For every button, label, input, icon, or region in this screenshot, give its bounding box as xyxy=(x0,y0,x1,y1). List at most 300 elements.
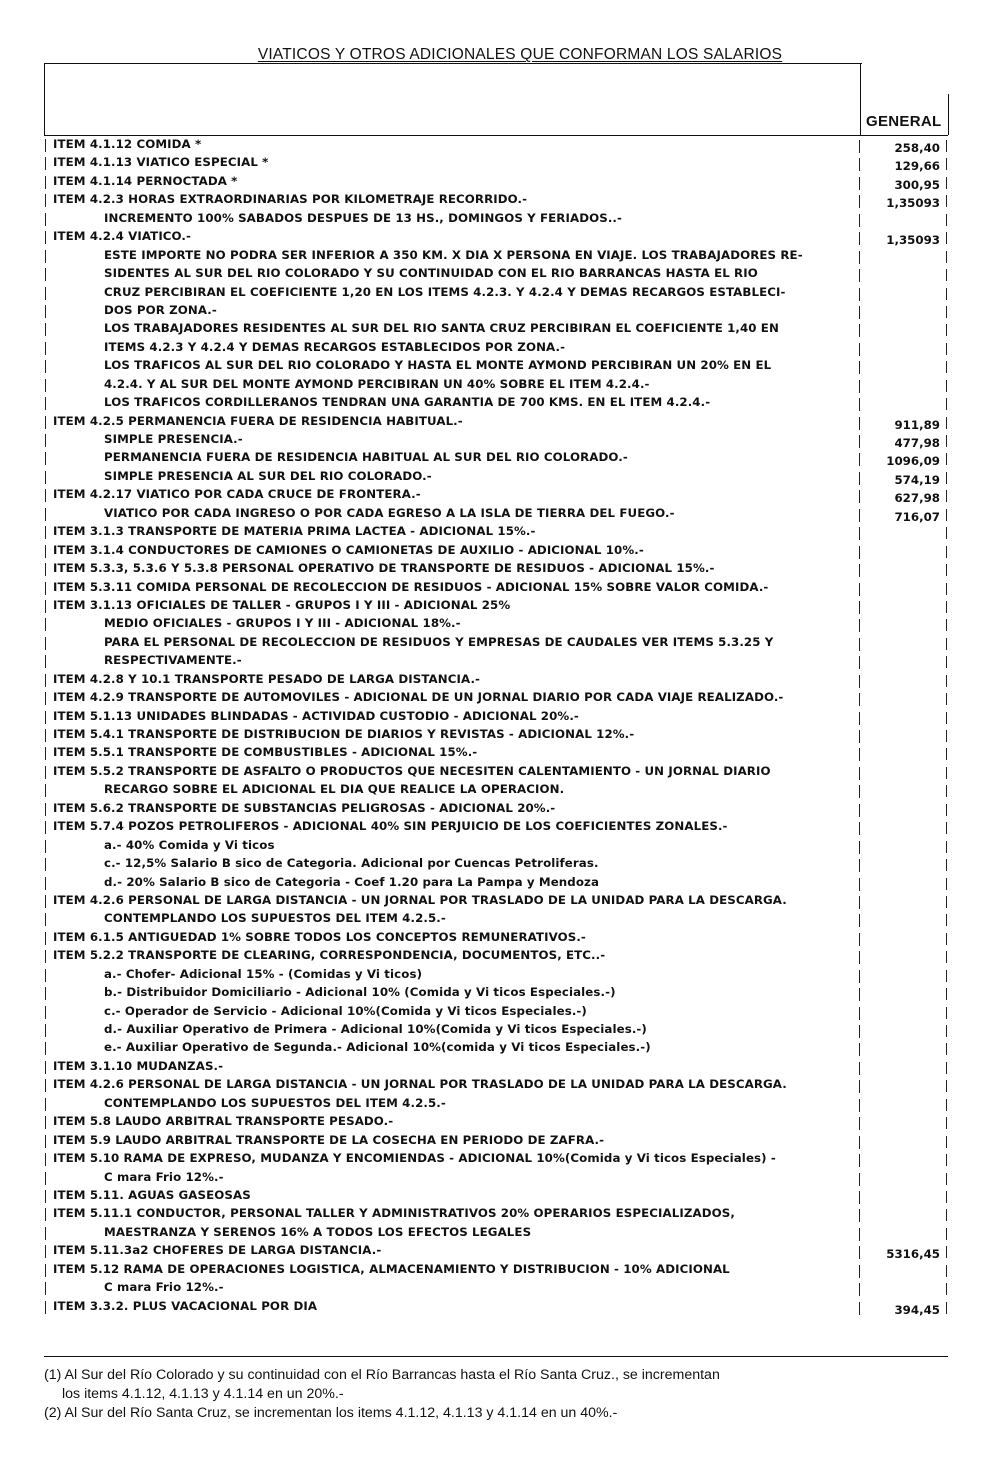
row-column-divider xyxy=(859,1136,860,1149)
table-row xyxy=(0,560,1000,578)
table-row xyxy=(0,837,1000,855)
table-row xyxy=(0,763,1000,781)
row-description: ITEM 5.10 RAMA DE EXPRESO, MUDANZA Y ENCOMIENDAS - ADICIONAL 10%(Comida y Vi ticos Especiales) - xyxy=(53,1151,776,1166)
row-right-border xyxy=(946,343,947,355)
row-column-divider xyxy=(859,601,860,614)
row-description: ITEM 5.5.1 TRANSPORTE DE COMBUSTIBLES - ADICIONAL 15%.- xyxy=(53,745,478,760)
row-description: C mara Frio 12%.- xyxy=(104,1169,224,1184)
row-value: 1096,09 xyxy=(886,454,940,469)
row-value: 394,45 xyxy=(894,1302,940,1317)
row-description: ITEM 4.1.14 PERNOCTADA * xyxy=(53,173,238,188)
row-column-divider xyxy=(859,712,860,725)
table-row xyxy=(0,265,1000,283)
row-right-border xyxy=(946,970,947,982)
row-right-border xyxy=(946,656,947,668)
row-column-divider xyxy=(859,140,860,153)
row-column-divider xyxy=(859,1080,860,1093)
row-column-divider xyxy=(859,564,860,577)
row-right-border xyxy=(946,306,947,318)
row-description: PERMANENCIA FUERA DE RESIDENCIA HABITUAL AL SUR DEL RIO COLORADO.- xyxy=(104,450,628,465)
row-description: 4.2.4. Y AL SUR DEL MONTE AYMOND PERCIBIRAN UN 40% SOBRE EL ITEM 4.2.4.- xyxy=(104,376,650,391)
row-left-border xyxy=(45,1190,46,1203)
row-column-divider xyxy=(859,398,860,411)
table-row xyxy=(0,449,1000,467)
row-right-border xyxy=(946,269,947,281)
row-right-border xyxy=(946,804,947,816)
row-right-border xyxy=(946,748,947,760)
row-right-border xyxy=(946,1246,947,1258)
row-column-divider xyxy=(859,841,860,854)
row-right-border xyxy=(946,638,947,650)
table-row xyxy=(0,228,1000,246)
row-right-border xyxy=(946,232,947,244)
table-row xyxy=(0,1150,1000,1168)
table-row xyxy=(0,339,1000,357)
row-column-divider xyxy=(859,288,860,301)
table-row xyxy=(0,505,1000,523)
row-column-divider xyxy=(859,158,860,171)
row-left-border xyxy=(45,1264,46,1277)
row-description: ITEM 3.1.13 OFICIALES DE TALLER - GRUPOS I Y III - ADICIONAL 25% xyxy=(53,597,511,612)
table-row xyxy=(0,1261,1000,1279)
row-left-border xyxy=(45,250,46,263)
row-column-divider xyxy=(859,914,860,927)
row-left-border xyxy=(45,692,46,705)
row-right-border xyxy=(946,1173,947,1185)
row-column-divider xyxy=(859,1007,860,1020)
table-row xyxy=(0,247,1000,265)
table-row xyxy=(0,929,1000,947)
row-right-border xyxy=(946,951,947,963)
row-left-border xyxy=(45,305,46,318)
row-column-divider xyxy=(859,933,860,946)
row-right-border xyxy=(946,1302,947,1314)
table-body xyxy=(0,136,1000,1316)
row-description: DOS POR ZONA.- xyxy=(104,302,217,317)
row-right-border xyxy=(946,417,947,429)
row-left-border xyxy=(45,1042,46,1055)
row-column-divider xyxy=(859,306,860,319)
row-left-border xyxy=(45,323,46,336)
row-left-border xyxy=(45,858,46,871)
row-value: 477,98 xyxy=(894,436,940,450)
row-right-border xyxy=(946,1191,947,1203)
row-left-border xyxy=(45,803,46,816)
table-row xyxy=(0,1039,1000,1057)
row-right-border xyxy=(946,1209,947,1221)
row-left-border xyxy=(45,194,46,207)
row-description: ITEM 5.5.2 TRANSPORTE DE ASFALTO O PRODUCTOS QUE NECESITEN CALENTAMIENTO - UN JORNAL DIARIO xyxy=(53,763,771,778)
row-right-border xyxy=(946,324,947,336)
row-description: PARA EL PERSONAL DE RECOLECCION DE RESIDUOS Y EMPRESAS DE CAUDALES VER ITEMS 5.3.25 Y xyxy=(104,634,774,649)
row-column-divider xyxy=(859,527,860,540)
row-left-border xyxy=(45,1208,46,1221)
table-row xyxy=(0,431,1000,449)
row-left-border xyxy=(45,821,46,834)
row-left-border xyxy=(45,747,46,760)
row-description: ITEM 4.2.8 Y 10.1 TRANSPORTE PESADO DE LARGA DISTANCIA.- xyxy=(53,671,481,686)
row-right-border xyxy=(946,878,947,890)
row-left-border xyxy=(45,231,46,244)
row-column-divider xyxy=(859,656,860,669)
row-left-border xyxy=(45,895,46,908)
row-column-divider xyxy=(859,546,860,559)
row-description: ITEM 5.6.2 TRANSPORTE DE SUBSTANCIAS PELIGROSAS - ADICIONAL 20%.- xyxy=(53,800,556,815)
row-right-border xyxy=(946,693,947,705)
row-description: CONTEMPLANDO LOS SUPUESTOS DEL ITEM 4.2.5.- xyxy=(104,911,446,926)
row-left-border xyxy=(45,1153,46,1166)
row-left-border xyxy=(45,471,46,484)
row-description: LOS TRAFICOS AL SUR DEL RIO COLORADO Y HASTA EL MONTE AYMOND PERCIBIRAN UN 20% EN EL xyxy=(104,358,772,373)
row-left-border xyxy=(45,987,46,1000)
table-row xyxy=(0,966,1000,984)
row-value: 911,89 xyxy=(894,417,940,432)
row-left-border xyxy=(45,582,46,595)
table-row xyxy=(0,1058,1000,1076)
row-column-divider xyxy=(859,988,860,1001)
row-right-border xyxy=(946,988,947,1000)
table-row xyxy=(0,1132,1000,1150)
row-left-border xyxy=(45,711,46,724)
row-column-divider xyxy=(859,1043,860,1056)
row-left-border xyxy=(45,434,46,447)
row-left-border xyxy=(45,784,46,797)
row-right-border xyxy=(946,398,947,410)
row-left-border xyxy=(45,489,46,502)
row-right-border xyxy=(946,619,947,631)
table-row xyxy=(0,468,1000,486)
row-right-border xyxy=(946,288,947,300)
row-description: MAESTRANZA Y SERENOS 16% A TODOS LOS EFECTOS LEGALES xyxy=(104,1224,532,1239)
table-row xyxy=(0,855,1000,873)
table-row xyxy=(0,1095,1000,1113)
row-right-border xyxy=(946,601,947,613)
table-row xyxy=(0,689,1000,707)
row-column-divider xyxy=(859,804,860,817)
row-left-border xyxy=(45,1282,46,1295)
row-left-border xyxy=(45,950,46,963)
table-row xyxy=(0,154,1000,172)
row-description: ITEM 3.1.3 TRANSPORTE DE MATERIA PRIMA LACTEA - ADICIONAL 15%.- xyxy=(53,524,536,539)
row-column-divider xyxy=(859,970,860,983)
table-frame-left xyxy=(44,63,45,135)
row-column-divider xyxy=(859,896,860,909)
table-row xyxy=(0,726,1000,744)
row-right-border xyxy=(946,1154,947,1166)
row-description: ITEM 3.3.2. PLUS VACACIONAL POR DIA xyxy=(53,1298,318,1313)
row-left-border xyxy=(45,1245,46,1258)
table-row xyxy=(0,376,1000,394)
table-row xyxy=(0,1169,1000,1187)
row-right-border xyxy=(946,841,947,853)
document-title: VIATICOS Y OTROS ADICIONALES QUE CONFORMAN LOS SALARIOS xyxy=(257,46,783,63)
row-column-divider xyxy=(859,1246,860,1259)
row-left-border xyxy=(45,379,46,392)
row-column-divider xyxy=(859,251,860,264)
row-left-border xyxy=(45,674,46,687)
row-description: c.- 12,5% Salario B sico de Categoria. Adicional por Cuencas Petroliferas. xyxy=(104,856,599,871)
row-right-border xyxy=(946,158,947,170)
row-description: c.- Operador de Servicio - Adicional 10%(Comida y Vi ticos Especiales.-) xyxy=(104,1003,587,1018)
footnote-1-continuation: los items 4.1.12, 4.1.13 y 4.1.14 en un 20%.- xyxy=(62,1386,344,1402)
row-right-border xyxy=(946,546,947,558)
row-column-divider xyxy=(859,1265,860,1278)
row-right-border xyxy=(946,435,947,447)
row-right-border xyxy=(946,933,947,945)
row-description: d.- Auxiliar Operativo de Primera - Adicional 10%(Comida y Vi ticos Especiales.-) xyxy=(104,1022,647,1036)
row-column-divider xyxy=(859,490,860,503)
row-description: ITEM 5.2.2 TRANSPORTE DE CLEARING, CORRESPONDENCIA, DOCUMENTOS, ETC..- xyxy=(53,948,606,963)
table-row xyxy=(0,523,1000,541)
row-right-border xyxy=(946,1062,947,1074)
row-right-border xyxy=(946,1043,947,1055)
row-left-border xyxy=(45,563,46,576)
row-column-divider xyxy=(859,1173,860,1186)
row-left-border xyxy=(45,655,46,668)
row-description: ESTE IMPORTE NO PODRA SER INFERIOR A 350 KM. X DIA X PERSONA EN VIAJE. LOS TRABAJADORES RE- xyxy=(104,247,803,262)
row-right-border xyxy=(946,1099,947,1111)
row-right-border xyxy=(946,1136,947,1148)
row-column-divider xyxy=(859,509,860,522)
row-column-divider xyxy=(859,324,860,337)
row-column-divider xyxy=(859,638,860,651)
row-left-border xyxy=(45,766,46,779)
row-value: 129,66 xyxy=(894,159,940,174)
table-row xyxy=(0,781,1000,799)
row-column-divider xyxy=(859,951,860,964)
table-row xyxy=(0,1021,1000,1039)
table-row xyxy=(0,542,1000,560)
row-right-border xyxy=(946,490,947,502)
footnotes xyxy=(44,1366,944,1423)
row-description: CONTEMPLANDO LOS SUPUESTOS DEL ITEM 4.2.5.- xyxy=(104,1095,446,1110)
row-left-border xyxy=(45,840,46,853)
row-column-divider xyxy=(859,1228,860,1241)
row-column-divider xyxy=(859,1302,860,1315)
row-value: 5316,45 xyxy=(886,1247,940,1262)
row-left-border xyxy=(45,637,46,650)
row-description: RESPECTIVAMENTE.- xyxy=(104,653,242,668)
row-description: ITEM 3.1.10 MUDANZAS.- xyxy=(53,1058,224,1073)
table-row xyxy=(0,320,1000,338)
table-row xyxy=(0,874,1000,892)
row-description: ITEM 5.3.3, 5.3.6 Y 5.3.8 PERSONAL OPERATIVO DE TRANSPORTE DE RESIDUOS - ADICIONAL 15%.- xyxy=(53,561,715,576)
row-right-border xyxy=(946,140,947,152)
table-row xyxy=(0,671,1000,689)
row-column-divider xyxy=(859,361,860,374)
row-column-divider xyxy=(859,195,860,208)
row-left-border xyxy=(45,618,46,631)
row-column-divider xyxy=(859,1117,860,1130)
row-description: ITEM 4.2.9 TRANSPORTE DE AUTOMOVILES - ADICIONAL DE UN JORNAL DIARIO POR CADA VIAJE REALIZADO.- xyxy=(53,690,784,705)
row-column-divider xyxy=(859,472,860,485)
row-description: SIMPLE PRESENCIA AL SUR DEL RIO COLORADO.- xyxy=(104,468,432,483)
row-description: ITEM 5.11.1 CONDUCTOR, PERSONAL TALLER Y ADMINISTRATIVOS 20% OPERARIOS ESPECIALIZADOS, xyxy=(53,1206,735,1221)
row-left-border xyxy=(45,1061,46,1074)
row-column-divider xyxy=(859,675,860,688)
row-value: 1,35093 xyxy=(886,196,940,211)
row-right-border xyxy=(946,453,947,465)
row-description: ITEM 5.11. AGUAS GASEOSAS xyxy=(53,1187,251,1202)
table-row xyxy=(0,947,1000,965)
row-value: 1,35093 xyxy=(886,233,940,248)
row-column-divider xyxy=(859,343,860,356)
table-row xyxy=(0,413,1000,431)
row-description: ITEM 5.9 LAUDO ARBITRAL TRANSPORTE DE LA COSECHA EN PERIODO DE ZAFRA.- xyxy=(53,1132,605,1147)
row-description: d.- 20% Salario B sico de Categoria - Coef 1.20 para La Pampa y Mendoza xyxy=(104,874,600,889)
row-right-border xyxy=(946,1265,947,1277)
row-right-border xyxy=(946,583,947,595)
row-value: 574,19 xyxy=(894,472,940,487)
row-right-border xyxy=(946,1228,947,1240)
table-row xyxy=(0,615,1000,633)
row-left-border xyxy=(45,1079,46,1092)
row-column-divider xyxy=(859,1191,860,1204)
row-description: ITEM 5.7.4 POZOS PETROLIFEROS - ADICIONAL 40% SIN PERJUICIO DE LOS COEFICIENTES ZONALES.- xyxy=(53,819,728,834)
row-column-divider xyxy=(859,1062,860,1075)
table-row xyxy=(0,173,1000,191)
table-row xyxy=(0,1113,1000,1131)
table-row xyxy=(0,1076,1000,1094)
row-left-border xyxy=(45,1116,46,1129)
row-left-border xyxy=(45,157,46,170)
table-row xyxy=(0,302,1000,320)
row-left-border xyxy=(45,139,46,152)
table-frame-right xyxy=(948,94,949,135)
row-description: LOS TRAFICOS CORDILLERANOS TENDRAN UNA GARANTIA DE 700 KMS. EN EL ITEM 4.2.4.- xyxy=(104,395,711,410)
row-right-border xyxy=(946,914,947,926)
row-column-divider xyxy=(859,435,860,448)
row-left-border xyxy=(45,877,46,890)
row-right-border xyxy=(946,1117,947,1129)
table-row xyxy=(0,136,1000,154)
table-frame-top xyxy=(44,63,862,64)
row-description: ITEM 4.2.4 VIATICO.- xyxy=(53,229,192,244)
row-description: ITEM 5.4.1 TRANSPORTE DE DISTRIBUCION DE DIARIOS Y REVISTAS - ADICIONAL 12%.- xyxy=(53,727,635,741)
row-value: 300,95 xyxy=(894,177,940,192)
row-right-border xyxy=(946,730,947,742)
row-column-divider xyxy=(859,269,860,282)
row-description: ITEM 4.1.13 VIATICO ESPECIAL * xyxy=(53,155,269,170)
table-row xyxy=(0,284,1000,302)
row-description: ITEM 4.2.6 PERSONAL DE LARGA DISTANCIA - UN JORNAL POR TRASLADO DE LA UNIDAD PARA LA DESCARGA. xyxy=(53,892,787,907)
row-left-border xyxy=(45,287,46,300)
table-row xyxy=(0,597,1000,615)
row-description: ITEM 4.2.3 HORAS EXTRAORDINARIAS POR KILOMETRAJE RECORRIDO.- xyxy=(53,192,528,207)
table-row xyxy=(0,1003,1000,1021)
row-right-border xyxy=(946,214,947,226)
table-row xyxy=(0,486,1000,504)
row-left-border xyxy=(45,1024,46,1037)
row-column-divider xyxy=(859,453,860,466)
row-right-border xyxy=(946,195,947,207)
row-description: ITEM 4.2.5 PERMANENCIA FUERA DE RESIDENCIA HABITUAL.- xyxy=(53,413,463,428)
row-left-border xyxy=(45,176,46,189)
row-description: C mara Frio 12%.- xyxy=(104,1280,224,1295)
row-column-divider xyxy=(859,214,860,227)
table-row xyxy=(0,1224,1000,1242)
row-description: LOS TRABAJADORES RESIDENTES AL SUR DEL RIO SANTA CRUZ PERCIBIRAN EL COEFICIENTE 1,40 EN xyxy=(104,321,779,336)
table-row xyxy=(0,892,1000,910)
row-value: 258,40 xyxy=(894,141,940,155)
row-description: CRUZ PERCIBIRAN EL COEFICIENTE 1,20 EN LOS ITEMS 4.2.3. Y 4.2.4 Y DEMAS RECARGOS ESTABLECI- xyxy=(104,284,786,299)
row-column-divider xyxy=(859,417,860,430)
row-left-border xyxy=(45,932,46,945)
table-row xyxy=(0,394,1000,412)
row-column-divider xyxy=(859,748,860,761)
row-description: ITEM 5.11.3a2 CHOFERES DE LARGA DISTANCIA.- xyxy=(53,1243,382,1258)
row-left-border xyxy=(45,452,46,465)
row-right-border xyxy=(946,509,947,521)
row-description: RECARGO SOBRE EL ADICIONAL EL DIA QUE REALICE LA OPERACION. xyxy=(104,782,565,797)
row-description: SIDENTES AL SUR DEL RIO COLORADO Y SU CONTINUIDAD CON EL RIO BARRANCAS HASTA EL RIO xyxy=(104,266,758,281)
row-right-border xyxy=(946,361,947,373)
column-header-general: GENERAL xyxy=(866,113,942,130)
table-row xyxy=(0,910,1000,928)
table-row xyxy=(0,1298,1000,1316)
row-left-border xyxy=(45,213,46,226)
row-left-border xyxy=(45,1098,46,1111)
row-description: ITEM 5.12 RAMA DE OPERACIONES LOGISTICA, ALMACENAMIENTO Y DISTRIBUCION - 10% ADICIONAL xyxy=(53,1261,730,1276)
row-column-divider xyxy=(859,693,860,706)
table-row xyxy=(0,708,1000,726)
row-left-border xyxy=(45,969,46,982)
table-row xyxy=(0,1205,1000,1223)
table-frame-divider xyxy=(860,63,861,135)
table-row xyxy=(0,818,1000,836)
row-left-border xyxy=(45,545,46,558)
row-right-border xyxy=(946,859,947,871)
row-column-divider xyxy=(859,878,860,891)
table-row xyxy=(0,210,1000,228)
table-row xyxy=(0,1242,1000,1260)
row-left-border xyxy=(45,526,46,539)
row-left-border xyxy=(45,360,46,373)
row-left-border xyxy=(45,1227,46,1240)
table-row xyxy=(0,984,1000,1002)
row-description: ITEM 5.1.13 UNIDADES BLINDADAS - ACTIVIDAD CUSTODIO - ADICIONAL 20%.- xyxy=(53,708,579,723)
row-description: ITEM 5.8 LAUDO ARBITRAL TRANSPORTE PESADO.- xyxy=(53,1114,394,1129)
row-column-divider xyxy=(859,730,860,743)
row-right-border xyxy=(946,822,947,834)
table-row xyxy=(0,652,1000,670)
row-description: a.- 40% Comida y Vi ticos xyxy=(104,837,275,852)
row-column-divider xyxy=(859,380,860,393)
row-column-divider xyxy=(859,767,860,780)
row-left-border xyxy=(45,508,46,521)
row-right-border xyxy=(946,785,947,797)
row-column-divider xyxy=(859,232,860,245)
row-right-border xyxy=(946,767,947,779)
row-right-border xyxy=(946,712,947,724)
row-right-border xyxy=(946,251,947,263)
table-row xyxy=(0,579,1000,597)
row-description: ITEM 4.1.12 COMIDA * xyxy=(53,137,202,151)
table-row xyxy=(0,191,1000,209)
row-value: 716,07 xyxy=(894,509,940,524)
row-description: ITEM 5.3.11 COMIDA PERSONAL DE RECOLECCION DE RESIDUOS - ADICIONAL 15% SOBRE VALOR COMIDA.- xyxy=(53,579,769,594)
table-row xyxy=(0,800,1000,818)
row-right-border xyxy=(946,380,947,392)
row-right-border xyxy=(946,1283,947,1295)
table-row xyxy=(0,634,1000,652)
row-column-divider xyxy=(859,1283,860,1296)
row-description: ITEM 4.2.17 VIATICO POR CADA CRUCE DE FRONTERA.- xyxy=(53,487,421,502)
row-column-divider xyxy=(859,1025,860,1038)
row-description: b.- Distribuidor Domiciliario - Adicional 10% (Comida y Vi ticos Especiales.-) xyxy=(104,985,616,1000)
table-bottom-rule xyxy=(44,1356,948,1357)
row-right-border xyxy=(946,675,947,687)
